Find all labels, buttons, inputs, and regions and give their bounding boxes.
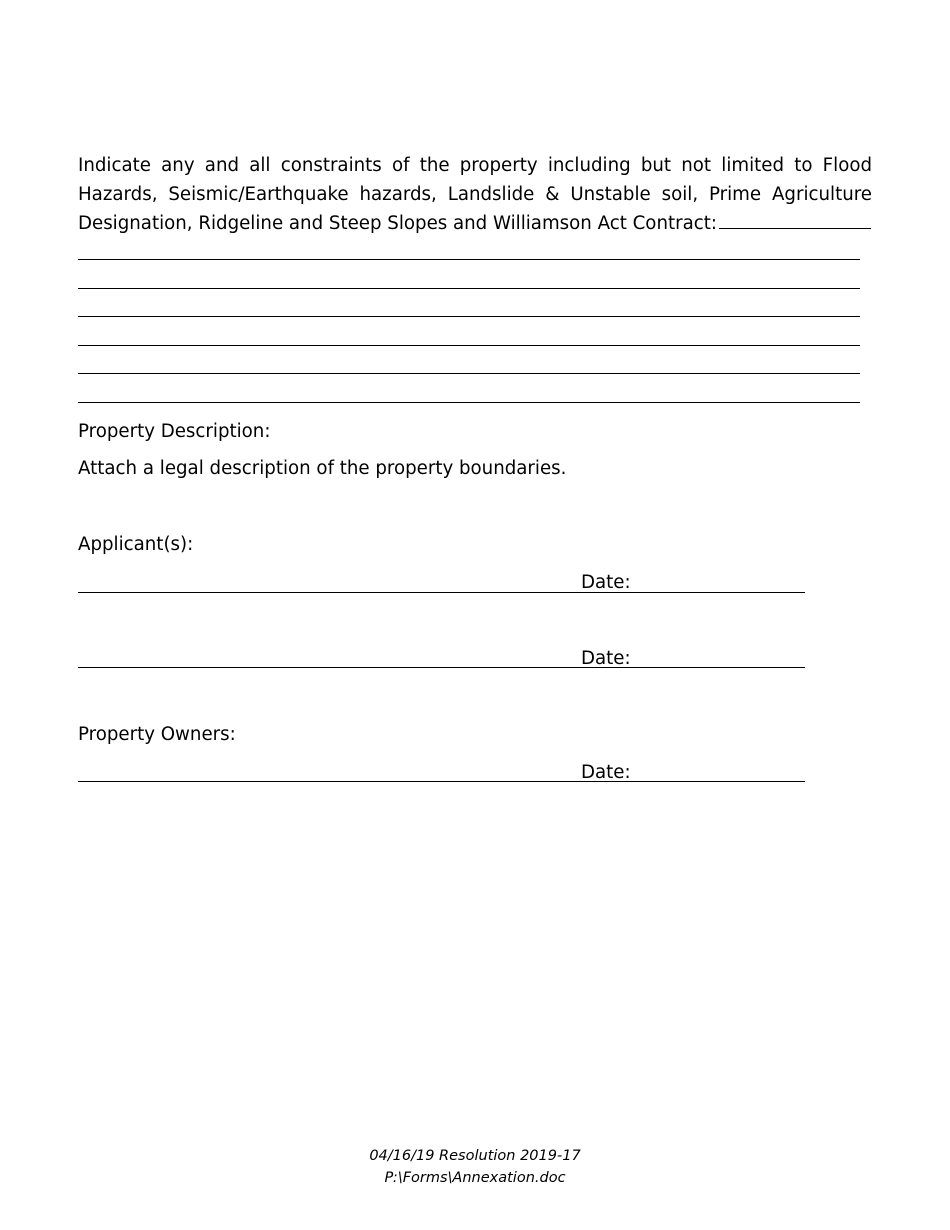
owner-signature-line-1[interactable] (78, 781, 805, 782)
constraints-prompt (78, 151, 872, 238)
constraints-answer-line-3[interactable] (78, 316, 860, 317)
applicants-heading: Applicant(s): (78, 534, 194, 555)
property-description-heading: Property Description: (78, 421, 271, 442)
property-owners-heading: Property Owners: (78, 724, 236, 745)
applicant-signature-line-2[interactable] (78, 667, 805, 668)
footer-file-path: P:\Forms\Annexation.doc (384, 1170, 566, 1186)
applicant-date-label-1: Date: (581, 572, 631, 593)
constraints-answer-line-4[interactable] (78, 345, 860, 346)
property-description-instruction: Attach a legal description of the property boundaries. (78, 458, 567, 479)
constraints-answer-blank[interactable] (719, 227, 871, 229)
footer-resolution: 04/16/19 Resolution 2019-17 (369, 1148, 581, 1164)
applicant-date-label-2: Date: (581, 648, 631, 669)
constraints-answer-line-5[interactable] (78, 373, 860, 374)
constraints-answer-line-2[interactable] (78, 288, 860, 289)
constraints-answer-line-6[interactable] (78, 402, 860, 403)
constraints-prompt-text: Indicate any and all constraints of the property including but not limited to Flood Hazards, Seismic/Earthquake hazards, Landslide & Unstable soil, Prime Agriculture Designation, Ridgeline and Steep Slopes and Williamson Act Contract: (78, 155, 872, 234)
constraints-answer-line-1[interactable] (78, 259, 860, 260)
owner-date-label-1: Date: (581, 762, 631, 783)
applicant-signature-line-1[interactable] (78, 592, 805, 593)
